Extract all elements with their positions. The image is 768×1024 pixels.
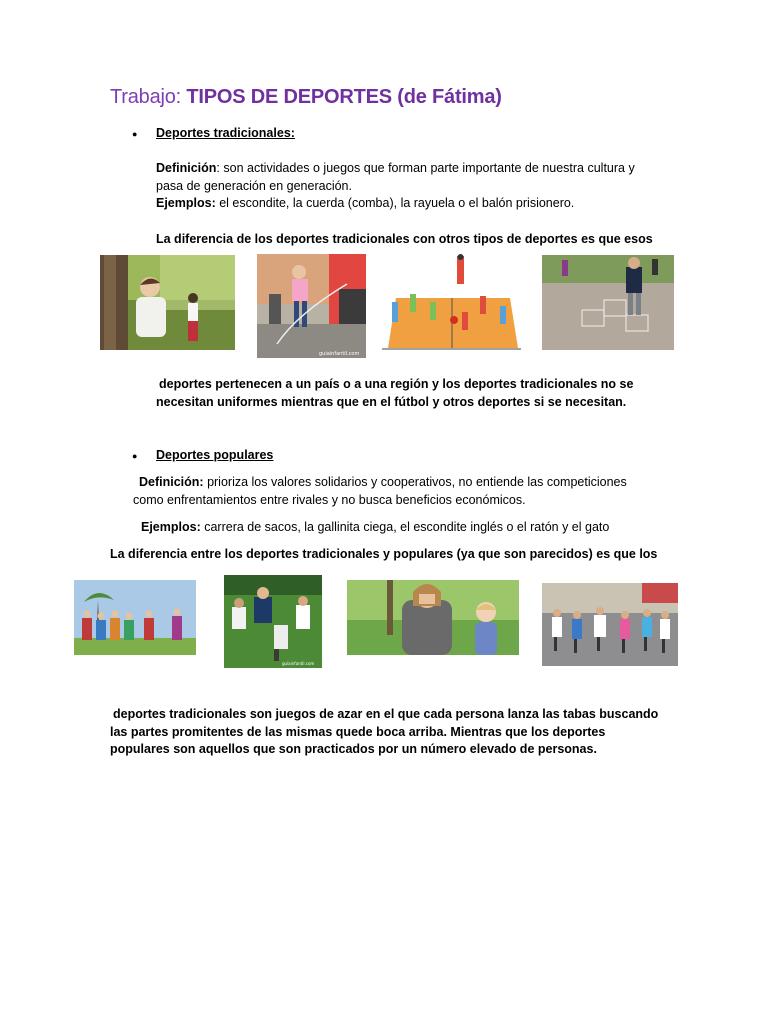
photo-watermark: guiainfantil.com	[282, 661, 315, 666]
section2-definition	[133, 474, 627, 509]
section2-ex-text: carrera de sacos, la gallinita ciega, el escondite inglés o el ratón y el gato	[200, 520, 610, 534]
section1-def-text2: pasa de generación en generación.	[156, 178, 352, 193]
section1-diff-line2: deportes pertenecen a un país o a una región y los deportes tradicionales no se	[159, 377, 634, 391]
photo-carrera-sacos	[74, 580, 196, 655]
section1-definition	[156, 160, 635, 213]
section2-diff-line3: las partes promitentes de las mismas quede boca arriba. Mientras que los deportes	[110, 724, 606, 739]
section1-def-label: Definición	[156, 161, 217, 175]
section1-def-text: : son actividades o juegos que forman parte importante de nuestra cultura y	[216, 161, 635, 175]
photo-gallinita-ciega	[224, 575, 322, 668]
section1-diff-continuation	[156, 376, 633, 411]
section1-ex-text: el escondite, la cuerda (comba), la rayuela o el balón prisionero.	[215, 196, 575, 210]
section2-diff-continuation	[110, 706, 658, 759]
section2-diff-line4: populares son aquellos que son practicados por un número elevado de personas.	[110, 742, 597, 756]
section2-heading: Deportes populares	[156, 448, 274, 462]
bullet-icon: ●	[132, 129, 138, 139]
section2-def-label: Definición:	[139, 475, 204, 489]
photo-escondite-ingles	[347, 580, 519, 655]
section1-heading: Deportes tradicionales:	[156, 126, 295, 140]
section1-diff-line1: La diferencia de los deportes tradicionales con otros tipos de deportes es que esos	[156, 232, 653, 246]
section1-diff-line3: necesitan uniformes mientras que en el fútbol y otros deportes si se necesitan.	[156, 394, 627, 409]
section2-diff-line1: La diferencia entre los deportes tradicionales y populares (ya que son parecidos) es que los	[110, 547, 658, 561]
section2-def-text: prioriza los valores solidarios y cooperativos, no entiende las competiciones	[203, 475, 627, 489]
photo-escondite	[100, 255, 235, 350]
photo-rayuela	[542, 255, 674, 350]
section1-ex-label: Ejemplos:	[156, 196, 216, 210]
photo-cuerda	[257, 254, 366, 358]
illustration-balon-prisionero	[382, 254, 521, 351]
section2-def-text2: como enfrentamientos entre rivales y no busca beneficios económicos.	[133, 492, 526, 507]
bullet-icon: ●	[132, 451, 138, 461]
section2-examples	[141, 519, 609, 537]
photo-raton-gato	[542, 583, 678, 666]
section2-diff-line2: deportes tradicionales son juegos de azar en el que cada persona lanza las tabas buscando	[113, 707, 659, 721]
photo-watermark: guiainfantil.com	[319, 351, 360, 357]
page-title	[110, 86, 502, 109]
title-prefix: Trabajo:	[110, 86, 182, 108]
title-main: TIPOS DE DEPORTES (de Fátima)	[186, 86, 502, 108]
section2-ex-label: Ejemplos:	[141, 520, 201, 534]
